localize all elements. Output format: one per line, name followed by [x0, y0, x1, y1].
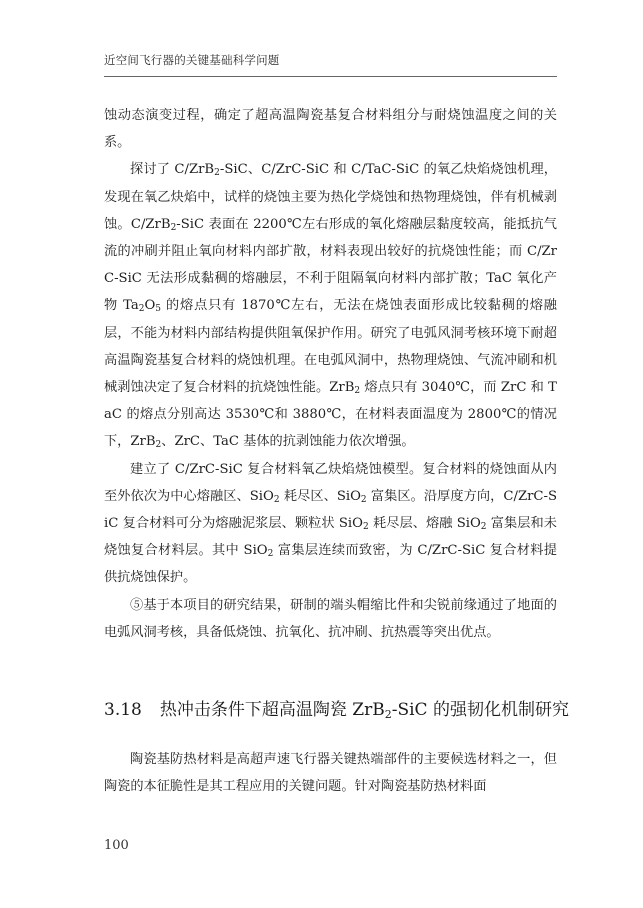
text-run: 、ZrC、TaC 基体的抗剥蚀能力依次增强。 — [161, 434, 415, 450]
section-body-text — [104, 746, 557, 800]
subscript: 2 — [480, 522, 487, 533]
subscript: 2 — [360, 494, 367, 505]
text-run: 富集区。沿厚度方向，C/ZrC-SiC 复合材料可分为熔融泥浆层、颗粒状 SiO — [104, 488, 557, 532]
text-run: 耗尽区、SiO — [279, 488, 361, 504]
subscript: 2 — [273, 494, 280, 505]
text-run: -SiC、C/ZrC-SiC 和 C/TaC-SiC 的氧乙炔焰烧蚀机理，发现在氧乙炔焰中，试样的烧蚀主要为热化学烧蚀和热物理烧蚀，伴有机械剥蚀。C/ZrB — [104, 162, 557, 232]
paragraph-continuation: 蚀动态演变过程，确定了超高温陶瓷基复合材料组分与耐烧蚀温度之间的关系。 — [104, 108, 557, 151]
paragraph-ablation-model — [104, 456, 557, 592]
subscript: 2 — [155, 440, 162, 451]
subscript: 2 — [267, 549, 274, 560]
subscript: 2 — [354, 386, 361, 397]
text-run: 富集层和未烧蚀复合材料层。其中 SiO — [104, 516, 557, 559]
text-run: 富集层连续而致密，为 C/ZrC-SiC 复合材料提供抗烧蚀保护。 — [104, 543, 557, 586]
subscript: 2 — [384, 708, 392, 721]
subscript: 2 — [138, 304, 145, 315]
paragraph-ablation-mechanism — [104, 156, 557, 455]
subscript: 2 — [214, 168, 220, 179]
section-number: 3.18 — [104, 700, 142, 720]
section-heading — [104, 698, 569, 722]
running-header: 近空间飞行器的关键基础科学问题 — [104, 53, 280, 67]
body-text — [104, 102, 557, 646]
text-run: 熔点只有 3040℃，而 ZrC 和 TaC 的熔点分别高达 3530℃和 3880℃，在材料表面温度为 2800℃的情况下，ZrB — [104, 380, 557, 450]
section-title-part: 热冲击条件下超高温陶瓷 ZrB — [159, 700, 385, 720]
text-run: 探讨了 C/ZrB — [130, 162, 215, 178]
paragraph-intro: 陶瓷基防热材料是高超声速飞行器关键热端部件的主要候选材料之一，但陶瓷的本征脆性是其工程应用的关键问题。针对陶瓷基防热材料面 — [104, 752, 557, 795]
page-number: 100 — [104, 838, 129, 853]
text-run: 的熔点只有 1870℃左右，无法在烧蚀表面形成比较黏稠的熔融层，不能为材料内部结构提供阻氧保护作用。研究了电弧风洞考核环境下耐超高温陶瓷基复合材料的烧蚀机理。在电弧风洞中，热物理烧蚀、气流冲刷和机械剥蚀决定了复合材料的抗烧蚀性能。ZrB — [104, 298, 557, 396]
text-run: O — [144, 298, 156, 314]
text-run: -SiC 表面在 2200℃左右形成的氧化熔融层黏度较高，能抵抗气流的冲刷并阻止氧向材料内部扩散，材料表现出较好的抗烧蚀性能；而 C/ZrC-SiC 无法形成黏稠的熔融层，不利于阻隔氧向材料内部扩散；TaC 氧化产物 Ta — [104, 216, 557, 314]
text-run: 建立了 C/ZrC-SiC 复合材料氧乙炔焰烧蚀模型。复合材料的烧蚀面从内至外依次为中心熔融区、SiO — [104, 461, 557, 504]
paragraph-results: ⑤基于本项目的研究结果，研制的端头帽缩比件和尖锐前缘通过了地面的电弧风洞考核，具备低烧蚀、抗氧化、抗冲刷、抗热震等突出优点。 — [104, 597, 557, 640]
section-title-part: -SiC 的强韧化机制研究 — [391, 700, 569, 720]
text-run: 耗尽层、熔融 SiO — [368, 516, 481, 532]
subscript: 2 — [362, 522, 369, 533]
header-rule — [104, 76, 557, 77]
subscript: 2 — [170, 222, 177, 233]
subscript: 5 — [155, 304, 161, 315]
